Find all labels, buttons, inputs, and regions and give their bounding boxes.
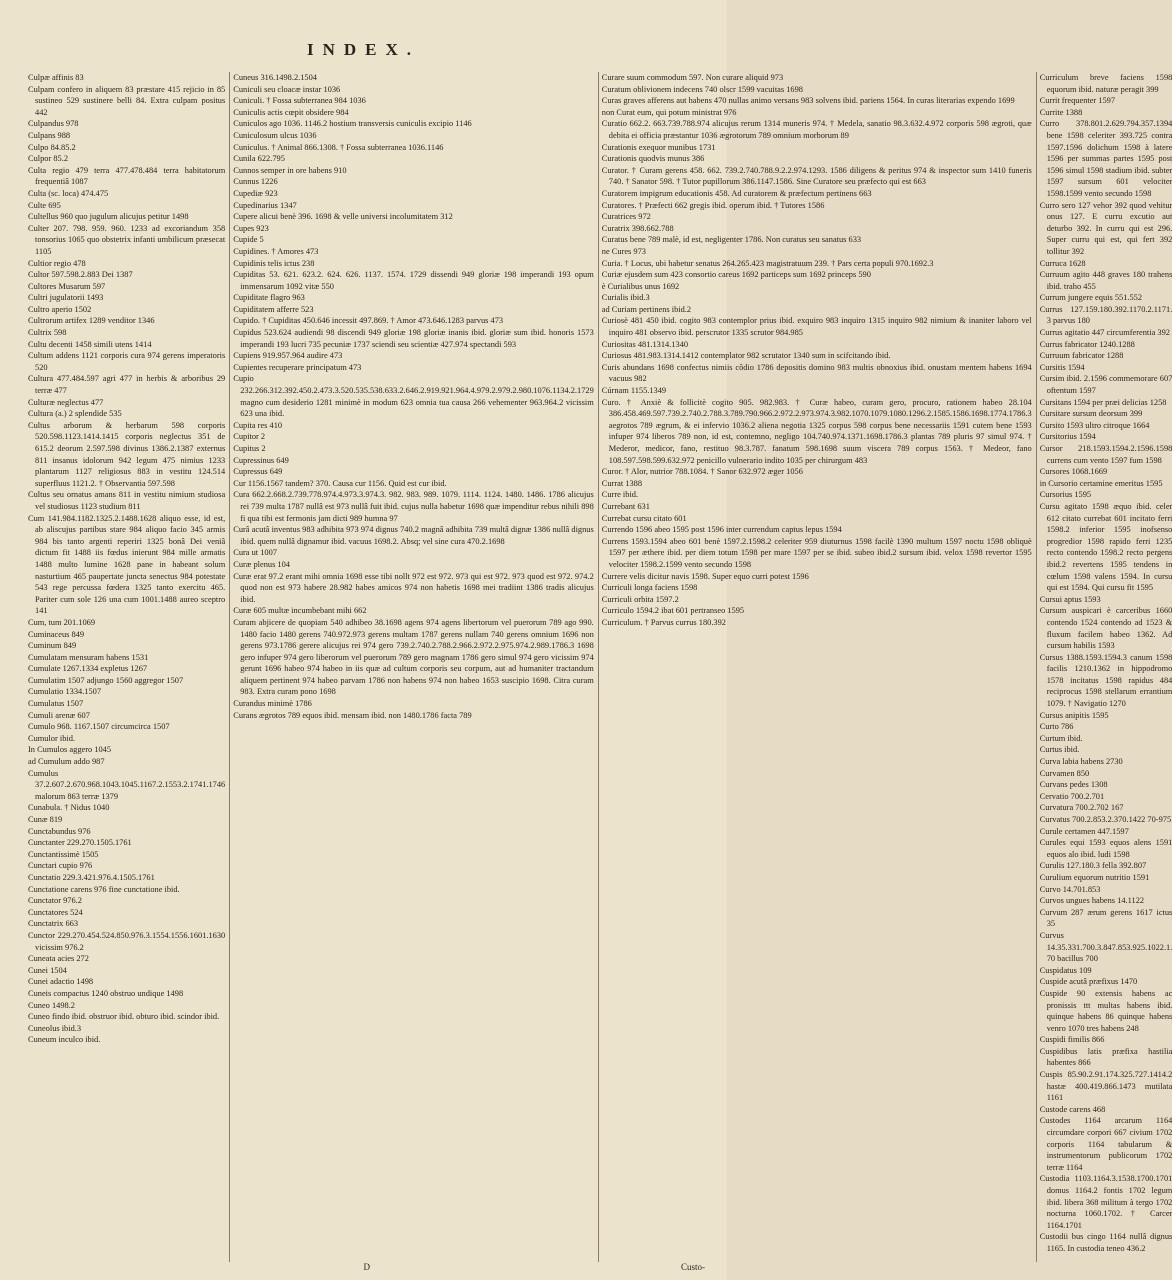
index-entry: Culpo 84.85.2	[28, 142, 76, 152]
index-entry: Curare suum commodum 597. Non curare aliquid 973	[601, 73, 784, 82]
index-entry: Cuneata acies 272	[28, 954, 89, 964]
index-entry: Currucа 1628	[1039, 258, 1086, 268]
index-entry: Curtus ibid.	[1039, 745, 1080, 755]
index-entry: Curis abundans 1698 confectus nimiis côdio 1786 depositis domino 983 multis obnoxius ibid. onustam mentem habens 1694 vacuus 982	[601, 362, 1032, 384]
index-entry: Curatrices 972	[601, 212, 651, 222]
index-entry: Cunctatione carens 976 fine cunctatione ibid.	[28, 884, 180, 894]
index-entry: Curvatus 700.2.853.2.370.1422 70-975	[1039, 815, 1172, 824]
index-entry: Cupressus 649	[233, 467, 283, 477]
index-entry: Cursitans 1594 per præi delicias 1258	[1039, 397, 1167, 407]
index-entry: Cur 1156.1567 tandem? 370. Causa cur 1156. Quid est cur ibid.	[233, 478, 447, 488]
index-entry: Curvatura 700.2.702 167	[1039, 803, 1124, 813]
index-entry: Custodii bus cingo 1164 nullâ dignus 1165. In custodia teneo 436.2	[1039, 1232, 1172, 1253]
index-entry: Cura 662.2.668.2.739.778.974.4.973.3.974.3. 982. 983. 989. 1079. 1114. 1124. 1480. 1486. 1786 alicujus rei 739 multa 1787 nullâ est 973 nullâ fuit ibid. cujus nulla habetur 1698 quæ impenditur rebus nihili 898 fi qua tibi est fermonis jam dicti 989 humna 97	[233, 490, 594, 523]
index-entry: Custodes 1164 arcarum 1164 circumdare corpori 667 civium 1702 corporis 1164 tabularum & instrumentorum publicorum 1702 terræ 1164	[1039, 1116, 1172, 1172]
index-entry: Custodia 1103.1164.3.1538.1700.1701 domus 1164.2 fontis 1702 legum ibid. libera 368 militum à tergo 1702 nocturna 1060.1702. † Carcer 1164.1701	[1039, 1174, 1172, 1230]
index-entry: Curvos ungues habens 14.1122	[1039, 896, 1145, 906]
index-entry: Cupientes recuperare principatum 473	[233, 362, 362, 372]
index-entry: Cunctabundus 976	[28, 826, 91, 836]
index-entry: Curules equi 1593 equos alens 1591 equos alo ibid. ludi 1598	[1039, 838, 1172, 859]
index-entry: Curatus bene 789 malè, id est, negligenter 1786. Non curatus seu sanatus 633	[601, 235, 862, 245]
index-entry: Curvamen 850	[1039, 768, 1090, 778]
index-entry: Cunctatrix 663	[28, 919, 79, 929]
index-entry: Custode carens 468	[1039, 1104, 1106, 1114]
catchword: Custo-	[680, 1262, 705, 1272]
index-entry: Cursu agitato 1598 æquo ibid. celer 612 citato currebat 601 incitato ferri 1598.2 inferior 1595 inofsenso progredior 1598 rapido ferri 1235 recto contendo 1598.2 recto pergens ibid.2 revertens 1595 tendens in cœlum 1598 valens 1594. In cursu qui est 1594. Qui cursu fit 1595	[1039, 501, 1172, 593]
index-entry: Cupitor 2	[233, 432, 266, 442]
index-entry: Culter 207. 798. 959. 960. 1233 ad excoriandum 358 tonsorius 1065 quo obstetrix infanti umbilicum præsecat 1105	[28, 223, 226, 256]
index-entry: Cultrix 598	[28, 328, 67, 338]
index-entry: Cursitis 1594	[1039, 362, 1085, 372]
index-column-3	[598, 72, 1032, 1262]
index-entry: Cuniculi. † Fossa subterranea 984 1036	[233, 96, 366, 106]
index-entry: Currus 127.159.180.392.1170.2.1171. 3 parvus 180	[1039, 304, 1172, 326]
index-entry: Curialis ibid.3	[601, 293, 650, 303]
index-entry: Curandus minimè 1786	[233, 699, 312, 709]
index-entry: Cultores Musarum 597	[28, 281, 106, 291]
index-entry: Cumulate 1267.1334 expletus 1267	[28, 664, 148, 674]
index-entry: Cupide 5	[233, 235, 264, 245]
index-entry: Currere velis dicitur navis 1598. Super equo curri potest 1596	[601, 571, 809, 581]
index-entry: Culta regio 479 terra 477.478.484 terra habitatorum frequentiâ 1087	[28, 165, 226, 187]
index-entry: ne Cures 973	[601, 246, 646, 256]
index-entry: Curatrix 398.662.788	[601, 223, 674, 233]
index-entry: Cunila 622.795	[233, 154, 285, 164]
index-entry: Cupedinarius 1347	[233, 200, 297, 210]
index-entry: non Curat eum, qui potum ministrat 976	[601, 107, 737, 117]
index-entry: Cuminum 849	[28, 641, 77, 651]
index-entry: Cunctator 976.2	[28, 896, 82, 906]
index-entry: Curruum fabricator 1288	[1039, 351, 1124, 361]
index-entry: Cursim ibid. 2.1596 commemorare 607 oftentum 1597	[1039, 374, 1172, 396]
index-entry: Curriculo 1594.2 ibat 601 pertranseo 1595	[601, 606, 745, 616]
signature-mark: D	[363, 1262, 370, 1272]
index-entry: Currit frequenter 1597	[1039, 96, 1116, 106]
index-entry: Cupiditatem afferre 523	[233, 304, 314, 314]
index-columns	[28, 72, 1172, 1262]
index-column-4	[1036, 72, 1172, 1262]
index-entry: Cupediæ 923	[233, 188, 278, 198]
index-entry: Cursor 218.1593.1594.2.1596.1598 currens cum vento 1597 fum 1598	[1039, 444, 1172, 465]
index-entry: Curruum agito 448 graves 180 trahens ibid. traho 455	[1039, 270, 1172, 291]
index-entry: Cunctantissimè 1505	[28, 849, 99, 859]
index-entry: Cunctanter 229.270.1505.1761	[28, 838, 132, 848]
index-entry: Cupiditas 53. 621. 623.2. 624. 626. 1137. 1574. 1729 dissendi 949 gloriæ 198 imperandi 193 opum immensarum 1092 vitæ 550	[233, 270, 594, 291]
index-entry: Curriculum. † Parvus currus 180.392	[601, 617, 726, 627]
index-entry: Curator. † Curam gerens 458. 662. 739.2.740.788.9.2.2.974.1293. 1586 diligens & peritus 974 & inspector sum 1410 funeris 740. † Sanator 598. † Tutor pupillorum 386.1147.1586. Sine Curatore seu præfecto qui est 663	[601, 165, 1032, 187]
index-entry: Cunctor 229.270.454.524.850.976.3.1554.1556.1601.1630 vicissim 976.2	[28, 930, 226, 952]
index-entry: Cuneo 1498.2	[28, 1000, 75, 1010]
index-entry: Curva labia habens 2730	[1039, 757, 1123, 767]
index-entry: Cupiditate flagro 963	[233, 293, 305, 303]
index-entry: Cuspidi fimilis 866	[1039, 1035, 1105, 1045]
index-entry: Cursitare sursum deorsum 399	[1039, 409, 1143, 419]
index-entry: Cuneo findo ibid. obstruor ibid. obturo ibid. scindor ibid.	[28, 1012, 220, 1022]
index-entry: Currus agitatio 447 circumferentia 392	[1039, 328, 1170, 338]
index-entry: Curæ erat 97.2 erant mihi omnia 1698 esse tibi nollt 972 est 972. 973 qui est 972. 973 quod est 972. 974.2 quod non est 973 habere 28.982 habes amicos 974 non habetis 1698 mei tradiint 1386 tradis alicujus ibid.	[233, 571, 594, 604]
index-entry: Cupido. † Cupiditas 450.646 incessit 497.869. † Amor 473.646.1283 parvus 473	[233, 316, 504, 326]
index-entry: ad Cumulum addo 987	[28, 757, 105, 767]
index-entry: Cum, tum 201.1069	[28, 617, 96, 627]
index-entry: Cupidinis telis ictus 238	[233, 258, 315, 268]
index-entry: ad Curiam pertinens ibid.2	[601, 304, 692, 314]
index-entry: Currum jungere equis 551.552	[1039, 293, 1143, 303]
index-entry: Cupidus 523.624 audiendi 98 discendi 949 gloriæ 198 gloriæ inanis ibid. gloriæ sum ibid. honoris 1573 imperandi 193 lucri 735 pecuniæ 1737 sciendi seu scientiæ 427.974 spectandi 593	[233, 328, 594, 349]
index-entry: Curæ plenus 104	[233, 559, 290, 569]
index-column-1	[28, 72, 225, 1262]
index-entry: Cursus 1388.1593.1594.3 canum 1598 facilis 1210.1362 in hippodromo 1578 incitatus 1598 rapidus 484 reciprocus 1598 stellarum errantium 1079. † Navigatio 1270	[1039, 652, 1172, 709]
index-entry: Cultri jugulatorii 1493	[28, 293, 104, 303]
index-entry: Cultus arborum & herbarum 598 corporis 520.598.1123.1414.1415 corporis neglectus 351 de 615.2 deorum 2.597.598 divinus 1386.2.1387 externus 811 insanus idolorum 942 legum 475 nimius 1233 plantarum 1127 religiosus 883 in vestitu 124.514 superfluus 1121.2. † Observantia 597.598	[28, 420, 226, 488]
index-entry: Curto 786	[1039, 722, 1074, 732]
index-entry: Curule certamen 447.1597	[1039, 826, 1129, 836]
index-entry: Cupita res 410	[233, 420, 283, 430]
index-entry: Culpans 988	[28, 130, 71, 140]
index-entry: Cultura 477.484.597 agri 477 in herbis & arboribus 29 terræ 477	[28, 374, 226, 396]
index-entry: Cupio 232.266.312.392.450.2.473.3.520.535.538.633.2.646.2.919.921.964.4.979.2.979.2.980.1076.1134.2.1729 magno cum desiderio 1281 minimè in modum 623 omnia tua causa 266 vehementer 963.964.2 vicissim 623 una ibid.	[233, 374, 594, 419]
index-entry: Cuminaceus 849	[28, 629, 85, 639]
index-entry: Cúrnam 1155.1349	[601, 386, 667, 396]
index-entry: Curatorem impigrum educationis 458. Ad curatorem & præfectum pertinens 663	[601, 188, 872, 198]
index-entry: Currebat cursu citato 601	[601, 513, 687, 523]
index-entry: Cuniculosum ulcus 1036	[233, 130, 317, 140]
index-entry: Cunctatio 229.3.421.976.4.1505.1761	[28, 872, 155, 882]
index-entry: Cupiens 919.957.964 audire 473	[233, 351, 343, 361]
index-entry: Curatio 662.2. 663.739.788.974 alicujus rerum 1314 muneris 974. † Medela, sanatio 98.3.632.4.972 corporis 598 ægroti, quæ debita ei officia præstantur 1036 ægrotorum 789 omnium morborum 89	[601, 119, 1032, 140]
index-entry: Cuniculus. † Animal 866.1308. † Fossa subterranea 1036.1146	[233, 142, 444, 152]
index-entry: Cunei 1504	[28, 965, 67, 975]
index-column-2	[229, 72, 594, 1262]
index-entry: Cursitorius 1594	[1039, 432, 1096, 442]
index-entry: in Cursorio certamine emeritus 1595	[1039, 478, 1163, 488]
index-entry: Cuneum inculco ibid.	[28, 1035, 101, 1045]
index-entry: Cunæ 819	[28, 815, 63, 824]
index-entry: Curiosè 481 450 ibid. cogito 983 contemplor prius ibid. exquiro 983 inquiro 1315 inquiro 982 nimium & inaniter laboro vel inquiro 481 observo ibid. perscrutor 1335 scrutor 984.985	[601, 316, 1032, 338]
index-entry: Cursito 1593 ultro citroque 1664	[1039, 420, 1150, 430]
index-entry: Cunctatores 524	[28, 907, 83, 917]
index-entry: Curro sero 127 vehor 392 quod vehitur onus 127. E curru excutio aut deturbo 392. In curru qui est 296. Super curru qui est, qui fert 392 tollitur 392	[1039, 200, 1172, 256]
index-entry: Cum 141.984.1182.1325.2.1488.1628 aliquo esse, id est, ab aliscujus partibus stare 984 aliquo facio 345 armis 984 bis tanto argenti reperiri 1325 bonâ Dei veniâ dictum fit 1488 iis fœdus inierunt 984 mille armatis 1488 multo lumine 1628 pane in habeant solum nasturtium 465 paupertate juncta senectus 984 potestate 543 rege percussa fœdera 1325 tanto exercitu 465. Pariter cum sole 126 una cum 1001.1488 aureo sceptro 141	[28, 513, 226, 616]
index-entry: Culpam confero in aliquem 83 præstare 415 rejicio in 85 sustineo 529 sustinere belli 84. Extra culpam positus 442	[28, 84, 226, 117]
index-entry: Currebant 631	[601, 501, 650, 511]
index-entry: Culpandus 978	[28, 119, 79, 129]
index-entry: Cuniculis actis cœpit obsidere 984	[233, 107, 349, 117]
index-entry: Cumulus 37.2.607.2.670.968.1043.1045.1167.2.1553.2.1741.1746 malorum 863 terræ 1379	[28, 768, 226, 801]
index-entry: Cuspis 85.90.2.91.174.325.727.1414.2 hastæ 400.419.866.1473 mutilata 1161	[1039, 1070, 1172, 1103]
index-entry: Currus fabricator 1240.1288	[1039, 339, 1135, 349]
index-entry: Culturæ neglectus 477	[28, 397, 104, 407]
index-entry: Cupressinus 649	[233, 455, 289, 465]
index-entry: Cultor 597.598.2.883 Dei 1387	[28, 270, 133, 280]
index-entry: Cumuli arenæ 607	[28, 710, 90, 720]
index-entry: Curtum ibid.	[1039, 733, 1083, 743]
index-entry: Cultro aperio 1502	[28, 304, 92, 314]
index-entry: Curatores. † Præfecti 662 gregis ibid. operum ibid. † Tutores 1586	[601, 200, 825, 210]
index-entry: Culpor 85.2	[28, 154, 69, 164]
index-entry: Currendo 1596 abeo 1595 post 1596 inter currendum captus lepus 1594	[601, 525, 842, 535]
index-entry: Cultior regio 478	[28, 258, 86, 268]
index-entry: Curatum oblivionem indecens 740 olscr 1599 vacuitas 1698	[601, 84, 803, 94]
index-entry: Curriculum breve faciens 1598 equorum ibid. naturæ peragit 399	[1039, 73, 1172, 94]
index-entry: Cultrorum artifex 1289 venditor 1346	[28, 316, 155, 326]
index-entry: Cunabula. † Nidus 1040	[28, 803, 110, 813]
index-entry: Currite 1388	[1039, 107, 1083, 117]
index-entry: Cunctari cupio 976	[28, 861, 93, 871]
index-entry: Curvum 287 ærum gerens 1617 ictus 35	[1039, 907, 1172, 929]
index-entry: Curiosus 481.983.1314.1412 contemplator 982 scrutator 1340 sum in scifcitando ibid.	[601, 351, 891, 361]
index-entry: Cultus seu ornatus amans 811 in vestitu nimium studiosa vel studiosus 1123 studium 811	[28, 490, 226, 511]
index-entry: è Curialibus unus 1692	[601, 281, 680, 291]
index-entry: Curulis 127.180.3 fella 392.807	[1039, 861, 1147, 871]
index-entry: Cuneis compactus 1240 obstruo undique 1498	[28, 988, 184, 998]
index-entry: Curvo 14.701.853	[1039, 884, 1101, 894]
index-entry: In Cumulos aggero 1045	[28, 745, 112, 755]
index-entry: Currat 1388	[601, 478, 643, 488]
index-entry: Curriculi orbita 1597.2	[601, 594, 679, 604]
index-entry: Cursus anipitis 1595	[1039, 710, 1109, 720]
index-entry: Culte 695	[28, 200, 61, 210]
index-entry: Cumulo 968. 1167.1507 circumcirca 1507	[28, 722, 170, 732]
running-head-title: INDEX.	[306, 40, 421, 59]
index-entry: Curationis quodvis munus 386	[601, 154, 705, 164]
index-entry: Cunei adactio 1498	[28, 977, 94, 987]
index-entry: Cultellus 960 quo jugulum alicujus petitur 1498	[28, 212, 189, 222]
index-entry: Curans ægrotos 789 equos ibid. mensam ibid. non 1480.1786 facta 789	[233, 710, 472, 720]
index-entry: Cupere alicui benè 396. 1698 & velle universi incolumitatem 312	[233, 212, 453, 222]
index-entry: Curo. † Anxiè & follicitè cogito 905. 982.983. † Curæ habeo, curam gero, procuro, rationem habeo 28.104 386.458.469.597.739.2.740.2.788.3.789.790.966.2.972.2.973.974.3.982.1070.1079.1080.1296.2.1585.1586.1698.1774.1786.3 aegrotos 789 ægrum, & ei infervio 1036.2 aliena negotia 1325 corpus 598 corpus bene necessariis 1591 cutem bene 1593 infuper 974 liberos 789 non, id est, contemno, negligo 104.740.974.1371.1698.1786.3 plantas 789 pluris 97 simul 974. † Mederor, medicor, fano, restituo 98.3.787. fanatum 598.1698 suum viscera 789 corpus 1563. † Medeor, fano 108.597.598.599.632.972 penicillo vulnerario indito 1035 per chirurgum 483	[601, 397, 1032, 465]
index-entry: Cunnus 1226	[233, 177, 278, 187]
index-entry: Cumulatio 1334.1507	[28, 687, 102, 697]
index-entry: Cupitus 2	[233, 444, 266, 453]
index-entry: Cuspidibus latis præfixa hastilia habentes 866	[1039, 1046, 1172, 1068]
index-entry: Cuniculi seu cloacæ instar 1036	[233, 84, 341, 94]
index-entry: Curvans pedes 1308	[1039, 780, 1108, 790]
index-entry: Cuspidatus 109	[1039, 965, 1092, 975]
index-entry: Cumulatam mensuram habens 1531	[28, 652, 149, 662]
index-entry: Currens 1593.1594 abeo 601 benè 1597.2.1598.2 celeriter 959 diuturnus 1598 facilè 1390 multum 1597 noctu 1598 obliquè 1597 per æthere ibid. per diem totum 1598 per mare 1597 per se ibid. subeo ibid.2 sursum ibid. velox 1598 revertor 1595 velociter 1598.2.1599 vento secundo 1598	[601, 536, 1032, 569]
index-entry: Cumulatim 1507 adjungo 1560 aggregor 1507	[28, 675, 184, 685]
index-entry: Cumulatus 1507	[28, 699, 84, 709]
index-entry: Cultu decenti 1458 simili utens 1414	[28, 339, 152, 349]
index-entry: Curationis exequor munibus 1731	[601, 142, 716, 152]
index-entry: Cupidines. † Amores 473	[233, 246, 319, 256]
index-entry: Curulium equorum nutritio 1591	[1039, 872, 1150, 882]
index-entry: Cuspide 90 extensis habens ac pronissis ttt multas habens ibid. quinque habens 86 quinque habens venro 1070 tres habens 248	[1039, 988, 1172, 1033]
index-entry: Cuneus 316.1498.2.1504	[233, 73, 317, 82]
index-entry: Curia. † Locus, ubi habetur senatus 264.265.423 magistratuum 239. † Pars certa populi 970.1692.3	[601, 258, 934, 268]
index-entry: Curiæ ejusdem sum 423 consortio careus 1692 particeps sum 1692 princeps 590	[601, 270, 871, 280]
index-entry: Culta (sc. loca) 474.475	[28, 188, 109, 198]
index-entry: Cupes 923	[233, 223, 269, 233]
index-entry: Curvus 14.35.331.700.3.847.853.925.1022.1. 70 bacillus 700	[1039, 930, 1172, 964]
index-entry: Cursum auspicari è carceribus 1660 contendo 1524 contendo ad 1523 & fluxum facilem habeo 1362. Ad cursum habilis 1593	[1039, 606, 1172, 651]
index-entry: Curiositas 481.1314.1340	[601, 339, 689, 349]
index-entry: Curæ 605 multæ incumbebant mihi 662	[233, 606, 367, 616]
index-entry: Curam abjicere de quopiam 540 adhibeo 38.1698 agens 974 agens libertorum vel puerorum 789 ago 990. 1480 facio 1480 gerens 740.972.973 gerens multam 1787 gerens nullam 740 gerens omnium 1696 non gerens 973.1786 gerere alicujus rei 974 gero 739.2.740.2.788.2.966.2.972.2.975.974.2.989.1786.3 1698 gero infuper 974 gero liberorum vel puerorum 789 gero magnam 1786 gero simul 974 gero vicissim 974 gerunt 1696 habeo 974 habeo in iis quæ ad cultum corporis seu corpum, aut ad humaniter tractandum aliquem pertinent 974 habeo parvam 1786 non habens 974 non habeo 1653 suscipio 1698. Citra curam 983. Extra curam pono 1698	[233, 617, 594, 697]
index-entry: Cura ut 1007	[233, 548, 277, 558]
index-entry: Cunnos semper in ore habens 910	[233, 165, 347, 175]
index-entry: Cultum addens 1121 corporis cura 974 gerens imperatoris 520	[28, 351, 226, 372]
index-entry: Cuniculos ago 1036. 1146.2 hostium transversis cuniculis excipio 1146	[233, 119, 472, 129]
index-entry: Cuneolus ibid.3	[28, 1023, 82, 1033]
index-entry: Culpæ affinis 83	[28, 73, 84, 82]
index-entry: Curriculi longa faciens 1598	[601, 583, 698, 593]
index-entry: Cumulor ibid.	[28, 733, 75, 743]
index-entry: Curre ibid.	[601, 490, 639, 500]
index-entry: Cervatio 700.2.701	[1039, 791, 1105, 801]
index-entry: Cuspide acutâ præfixus 1470	[1039, 977, 1138, 987]
index-entry: Cursorius 1595	[1039, 490, 1092, 500]
index-entry: Cursui aptus 1593	[1039, 594, 1101, 604]
index-entry: Cultura (a.) 2 splendide 535	[28, 409, 122, 419]
index-entry: Curâ acutâ inventus 983 adhibita 973 974 dignus 740.2 magnâ adhibita 739 multâ dignæ 1386 nullâ dignus ibid. quem nullâ dignamur ibid. vacuus 1698.2. Absq; vel sine cura 470.2.1698	[233, 525, 594, 546]
index-entry: Curro 378.801.2.629.794.357.1394 bene 1598 celeriter 393.725 contra 1597.1596 dolichum 1598 à latere 1596 per summas partes 1595 post 1596 simul 1598 stadium ibid. subter 1597 sursum 601 velociter 1598.1599 vento secundo 1598	[1039, 119, 1172, 198]
index-entry: Curas graves afferens aut habens 470 nullas animo versans 983 solvens ibid. pariens 1564. In curas literarias expendo 1699	[601, 96, 1015, 106]
index-entry: Cursores 1068.1669	[1039, 467, 1108, 477]
index-entry: Curor. † Alor, nutrior 788.1084. † Sanor 632.972 æger 1056	[601, 467, 803, 477]
